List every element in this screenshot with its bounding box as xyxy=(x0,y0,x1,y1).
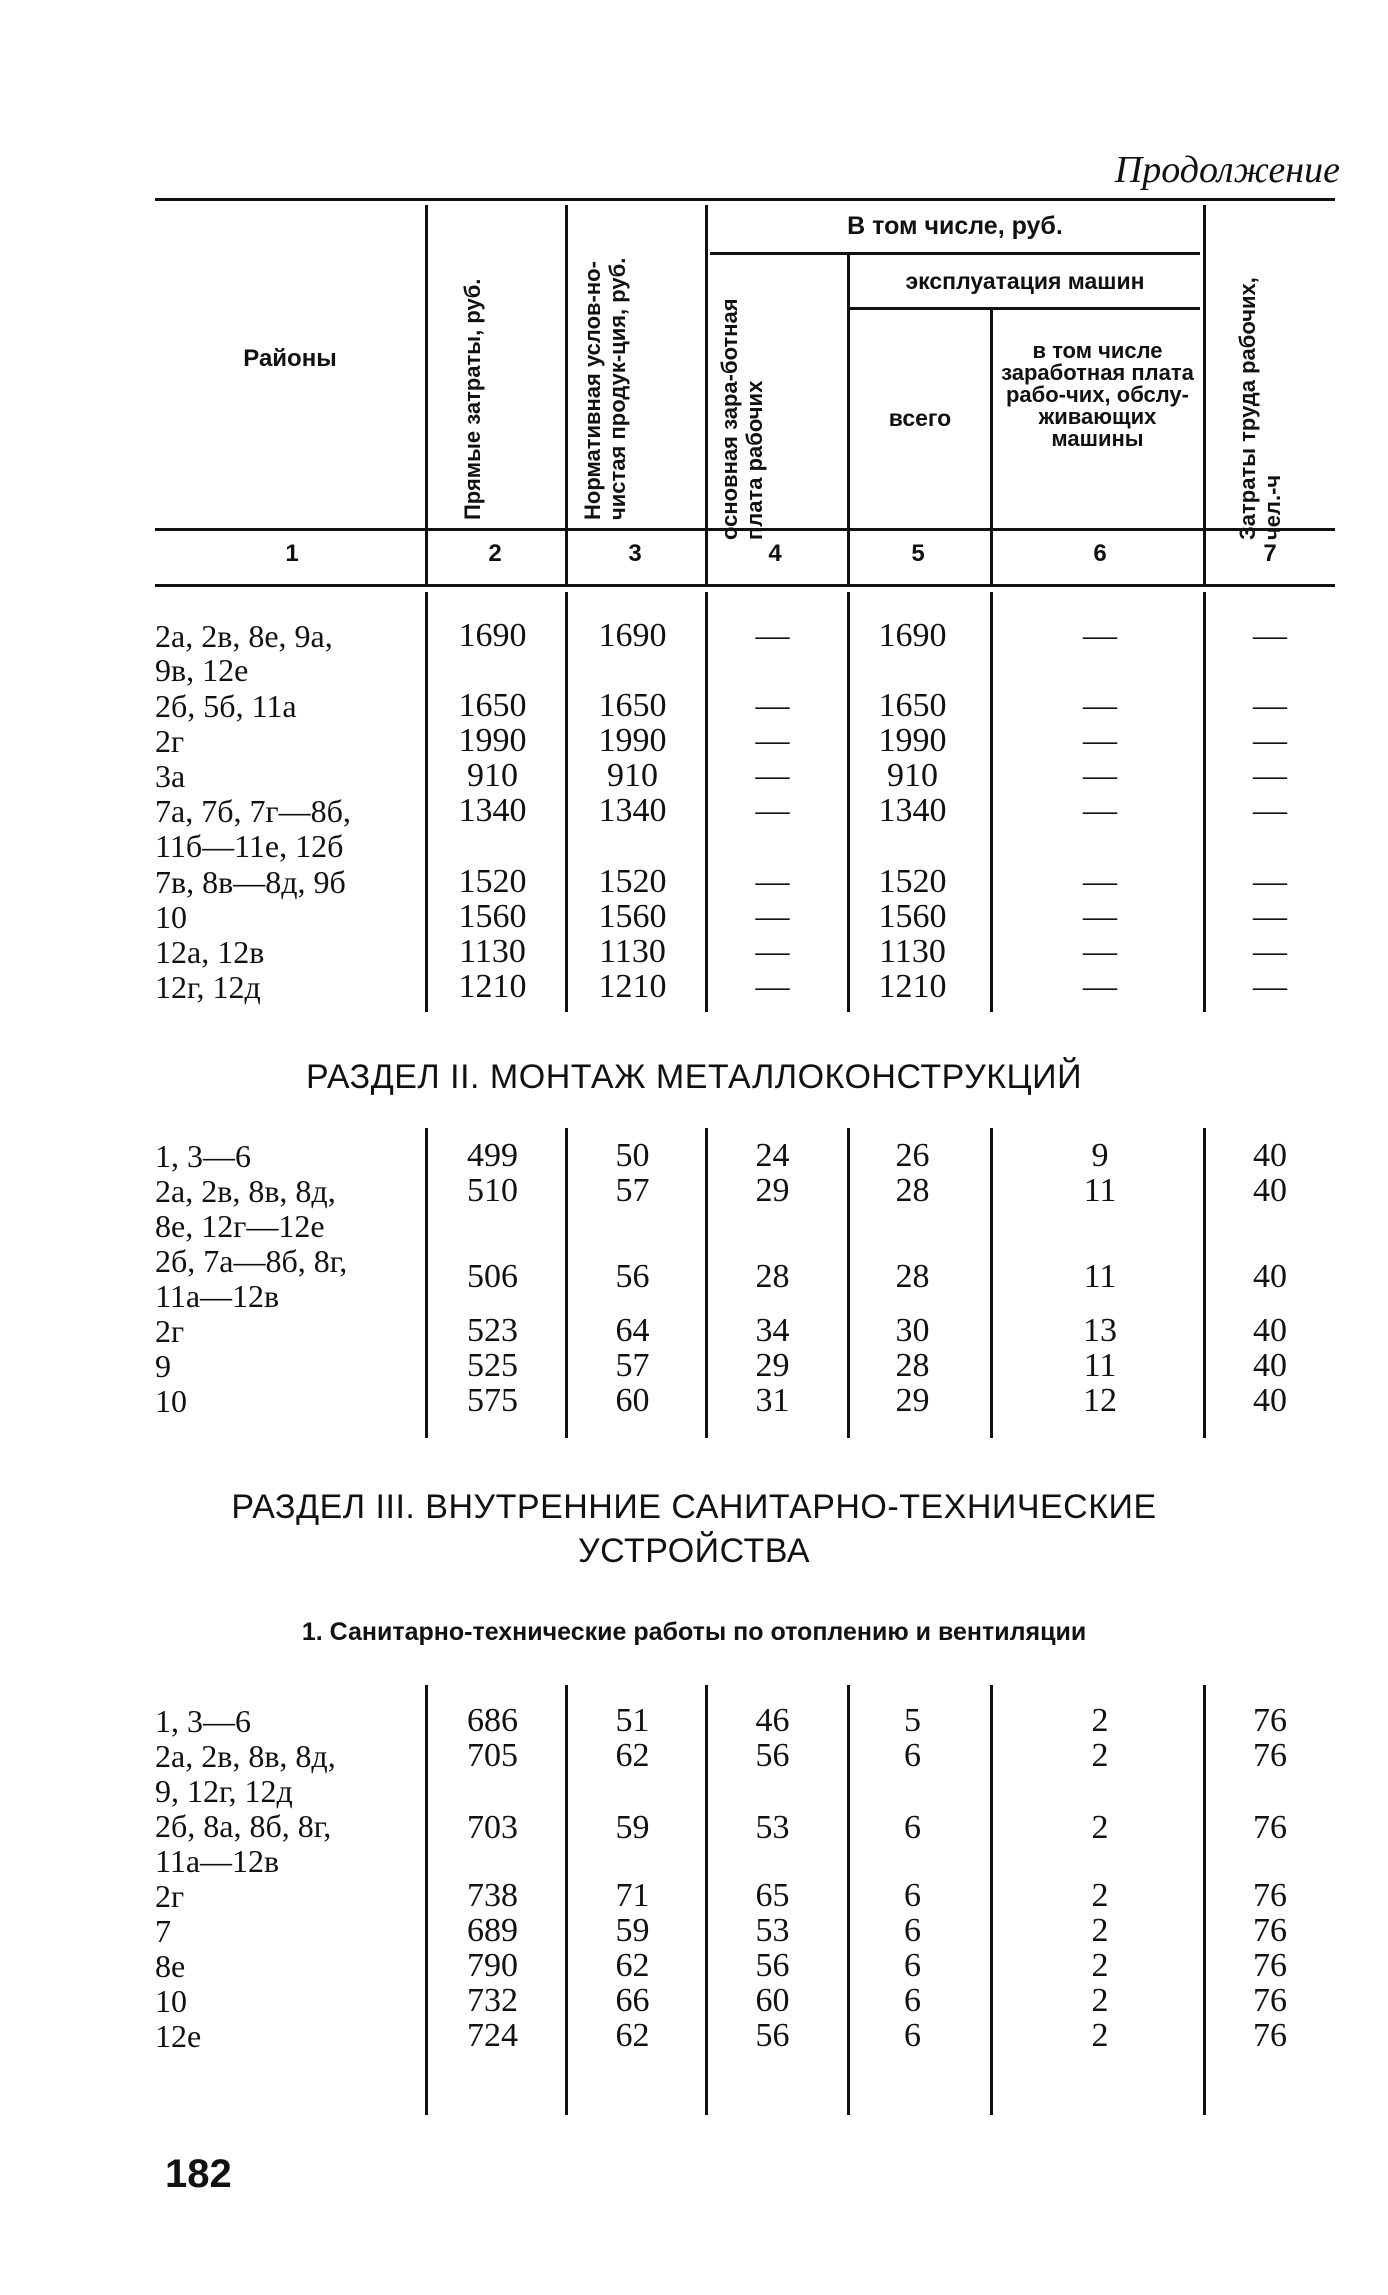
cell-normative: 1520 xyxy=(598,863,667,900)
region-cell: 2а, 2в, 8в, 8д, xyxy=(155,1738,336,1774)
cell-normative: 1210 xyxy=(598,968,667,1005)
cell-machine-wage: — xyxy=(1083,863,1117,900)
cell-basic-wage: 53 xyxy=(755,1912,790,1949)
cell-machine-total: 1130 xyxy=(879,933,946,970)
cell-machine-total: 1560 xyxy=(878,898,947,935)
region-cell: 2а, 2в, 8е, 9а, xyxy=(155,618,333,654)
cell-normative: 57 xyxy=(615,1172,650,1209)
cell-basic-wage: — xyxy=(755,792,790,829)
cell-machine-wage: 2 xyxy=(1091,1809,1109,1846)
colnum-4: 4 xyxy=(768,540,782,567)
cell-machine-wage: 13 xyxy=(1083,1312,1117,1349)
hdr-vline-1 xyxy=(425,205,428,585)
cell-direct-costs: 1990 xyxy=(458,722,527,759)
cell-machine-wage: 9 xyxy=(1091,1137,1109,1174)
cell-labor: 76 xyxy=(1253,1702,1287,1739)
region-cell: 10 xyxy=(155,899,187,935)
hdr-vline-3 xyxy=(705,205,708,585)
cell-labor: 76 xyxy=(1253,1737,1287,1774)
region-cell: 9 xyxy=(155,1348,171,1384)
cell-labor: 76 xyxy=(1253,1982,1287,2019)
region-cell: 2б, 8а, 8б, 8г, xyxy=(155,1808,332,1844)
cell-normative: 56 xyxy=(615,1258,650,1295)
table-top-rule xyxy=(155,198,1335,201)
b1-vline-2 xyxy=(565,592,568,1012)
section-2-title: РАЗДЕЛ II. МОНТАЖ МЕТАЛЛОКОНСТРУКЦИЙ xyxy=(305,1058,1083,1096)
cell-direct-costs: 1340 xyxy=(458,792,527,829)
cell-machine-total: 1650 xyxy=(878,687,947,724)
hdr-vline-6 xyxy=(1203,205,1206,585)
cell-basic-wage: 56 xyxy=(755,1947,790,1984)
cell-basic-wage: — xyxy=(755,968,790,1005)
subsection-title: 1. Санитарно-технические работы по отоплению и вентиляции xyxy=(301,1618,1087,1646)
cell-machine-wage: 11 xyxy=(1083,1347,1117,1384)
cell-labor: 76 xyxy=(1253,1912,1287,1949)
region-cell: 12е xyxy=(155,2018,202,2054)
region-cell: 2б, 5б, 11а xyxy=(155,688,297,724)
cell-basic-wage: — xyxy=(755,863,790,900)
region-cell: 7а, 7б, 7г—8б, xyxy=(155,793,351,829)
cell-machine-wage: — xyxy=(1083,757,1117,794)
cell-direct-costs: 705 xyxy=(467,1737,518,1774)
cell-direct-costs: 1650 xyxy=(458,687,527,724)
cell-direct-costs: 506 xyxy=(467,1258,518,1295)
cell-machine-total: 28 xyxy=(895,1347,930,1384)
region-cell: 2г xyxy=(155,1878,185,1914)
cell-machine-wage: 2 xyxy=(1091,1947,1109,1984)
region-cell: 3а xyxy=(155,758,186,794)
cell-direct-costs: 689 xyxy=(467,1912,518,1949)
cell-machine-total: 28 xyxy=(895,1172,930,1209)
cell-machine-wage: 2 xyxy=(1091,2017,1109,2054)
cell-machine-total: 5 xyxy=(904,1702,921,1739)
cell-normative: 910 xyxy=(607,757,658,794)
cell-labor: 40 xyxy=(1253,1312,1287,1349)
header-basic-wage: основная зара-ботная плата рабочих xyxy=(717,298,767,540)
cell-normative: 1130 xyxy=(599,933,666,970)
cell-labor: 40 xyxy=(1253,1382,1287,1419)
cell-direct-costs: 1520 xyxy=(458,863,527,900)
cell-machine-total: 29 xyxy=(895,1382,930,1419)
cell-direct-costs: 703 xyxy=(467,1809,518,1846)
cell-machine-wage: 11 xyxy=(1083,1258,1117,1295)
cell-normative: 59 xyxy=(615,1809,650,1846)
cell-machine-total: 6 xyxy=(904,1982,921,2019)
b2-vline-2 xyxy=(565,1128,568,1438)
cell-labor: — xyxy=(1253,898,1287,935)
cell-labor: 76 xyxy=(1253,1809,1287,1846)
cell-basic-wage: 53 xyxy=(755,1809,790,1846)
cell-basic-wage: 29 xyxy=(755,1172,790,1209)
cell-normative: 66 xyxy=(615,1982,650,2019)
cell-machine-wage: — xyxy=(1083,722,1117,759)
cell-labor: — xyxy=(1253,617,1287,654)
cell-normative: 1650 xyxy=(598,687,667,724)
cell-machine-total: 6 xyxy=(904,2017,921,2054)
cell-basic-wage: 56 xyxy=(755,1737,790,1774)
hdr-vline-5 xyxy=(990,310,993,585)
cell-machine-wage: 2 xyxy=(1091,1982,1109,2019)
cell-normative: 50 xyxy=(615,1137,650,1174)
page-number: 182 xyxy=(165,2152,232,2196)
colnum-5: 5 xyxy=(911,540,925,567)
cell-machine-wage: — xyxy=(1083,792,1117,829)
header-labor: Затраты труда рабочих, чел.-ч xyxy=(1235,277,1285,540)
header-machine-operation: эксплуатация машин xyxy=(905,268,1145,294)
cell-machine-total: 1520 xyxy=(878,863,947,900)
cell-normative: 64 xyxy=(615,1312,650,1349)
cell-labor: 76 xyxy=(1253,1947,1287,1984)
region-cell: 1, 3—6 xyxy=(155,1138,251,1174)
cell-machine-wage: 12 xyxy=(1083,1382,1117,1419)
cell-basic-wage: — xyxy=(755,687,790,724)
region-cell: 7в, 8в—8д, 9б xyxy=(155,864,346,900)
region-cell: 10 xyxy=(155,1383,187,1419)
cell-direct-costs: 686 xyxy=(467,1702,518,1739)
cell-direct-costs: 732 xyxy=(467,1982,518,2019)
hdr-vline-2 xyxy=(565,205,568,585)
cell-basic-wage: 65 xyxy=(755,1877,790,1914)
cell-labor: — xyxy=(1253,933,1287,970)
cell-labor: — xyxy=(1253,792,1287,829)
cell-direct-costs: 1560 xyxy=(458,898,527,935)
cell-normative: 57 xyxy=(615,1347,650,1384)
cell-direct-costs: 1210 xyxy=(458,968,527,1005)
cell-machine-wage: — xyxy=(1083,617,1117,654)
region-cell: 1, 3—6 xyxy=(155,1703,251,1739)
cell-basic-wage: 29 xyxy=(755,1347,790,1384)
cell-normative: 62 xyxy=(615,2017,650,2054)
cell-machine-total: 910 xyxy=(887,757,938,794)
cell-normative: 60 xyxy=(615,1382,650,1419)
cell-basic-wage: — xyxy=(755,617,790,654)
cell-direct-costs: 523 xyxy=(467,1312,518,1349)
cell-basic-wage: 31 xyxy=(755,1382,790,1419)
cell-machine-wage: — xyxy=(1083,933,1117,970)
b2-vline-1 xyxy=(425,1128,428,1438)
cell-direct-costs: 510 xyxy=(467,1172,518,1209)
cell-direct-costs: 525 xyxy=(467,1347,518,1384)
region-cell: 11а—12в xyxy=(155,1278,280,1314)
cell-basic-wage: 24 xyxy=(755,1137,790,1174)
region-cell: 2г xyxy=(155,1313,185,1349)
cell-machine-total: 30 xyxy=(895,1312,930,1349)
cell-labor: 40 xyxy=(1253,1258,1287,1295)
colnum-7: 7 xyxy=(1263,540,1277,567)
header-incl-wage-machines: в том числе заработная плата рабо-чих, обслу-живающих машины xyxy=(1001,338,1194,451)
cell-basic-wage: — xyxy=(755,722,790,759)
cell-basic-wage: — xyxy=(755,757,790,794)
cell-machine-wage: 2 xyxy=(1091,1737,1109,1774)
region-cell: 12а, 12в xyxy=(155,934,265,970)
cell-labor: 40 xyxy=(1253,1137,1287,1174)
cell-machine-wage: 2 xyxy=(1091,1702,1109,1739)
cell-basic-wage: — xyxy=(755,898,790,935)
header-total: всего xyxy=(888,405,952,431)
region-cell: 8е, 12г—12е xyxy=(155,1208,325,1244)
cell-machine-total: 6 xyxy=(904,1912,921,1949)
b3-vline-3 xyxy=(705,1685,708,2115)
cell-machine-wage: — xyxy=(1083,968,1117,1005)
cell-normative: 1690 xyxy=(598,617,667,654)
region-cell: 7 xyxy=(155,1913,171,1949)
region-cell: 11а—12в xyxy=(155,1843,280,1879)
cell-labor: 76 xyxy=(1253,1877,1287,1914)
cell-labor: — xyxy=(1253,757,1287,794)
cell-machine-wage: — xyxy=(1083,687,1117,724)
region-cell: 11б—11е, 12б xyxy=(155,828,344,864)
cell-basic-wage: 56 xyxy=(755,2017,790,2054)
b1-vline-3 xyxy=(705,592,708,1012)
cell-machine-wage: 11 xyxy=(1083,1172,1117,1209)
region-cell: 2г xyxy=(155,723,185,759)
header-regions: Районы xyxy=(243,345,337,372)
colnum-2: 2 xyxy=(488,540,502,567)
cell-machine-total: 28 xyxy=(895,1258,930,1295)
colnum-bottom-rule xyxy=(155,584,1335,587)
cell-labor: — xyxy=(1253,968,1287,1005)
cell-machine-total: 26 xyxy=(895,1137,930,1174)
header-including: В том числе, руб. xyxy=(847,212,1063,240)
b1-vline-1 xyxy=(425,592,428,1012)
cell-machine-total: 1340 xyxy=(878,792,947,829)
b2-vline-3 xyxy=(705,1128,708,1438)
cell-normative: 1340 xyxy=(598,792,667,829)
cell-normative: 62 xyxy=(615,1737,650,1774)
header-direct-costs: Прямые затраты, руб. xyxy=(460,278,485,520)
region-cell: 8е xyxy=(155,1948,186,1984)
cell-labor: — xyxy=(1253,687,1287,724)
cell-machine-total: 1210 xyxy=(878,968,947,1005)
section-3-title-line-2: УСТРОЙСТВА xyxy=(577,1532,811,1570)
section-3-title-line-1: РАЗДЕЛ III. ВНУТРЕННИЕ САНИТАРНО-ТЕХНИЧЕСКИЕ xyxy=(231,1488,1157,1526)
cell-basic-wage: 28 xyxy=(755,1258,790,1295)
cell-direct-costs: 1690 xyxy=(458,617,527,654)
cell-machine-total: 6 xyxy=(904,1809,921,1846)
machines-rule xyxy=(850,307,1200,310)
b1-vline-5 xyxy=(990,592,993,1012)
colnum-1: 1 xyxy=(285,540,299,567)
cell-normative: 1560 xyxy=(598,898,667,935)
b3-vline-2 xyxy=(565,1685,568,2115)
cell-machine-total: 6 xyxy=(904,1947,921,1984)
cell-basic-wage: 60 xyxy=(755,1982,790,2019)
header-normative-product: Нормативная услов-но-чистая продук-ция, руб. xyxy=(580,257,630,520)
region-cell: 10 xyxy=(155,1983,187,2019)
cell-machine-wage: 2 xyxy=(1091,1877,1109,1914)
cell-labor: — xyxy=(1253,863,1287,900)
cell-direct-costs: 724 xyxy=(467,2017,518,2054)
cell-direct-costs: 910 xyxy=(467,757,518,794)
cell-machine-total: 6 xyxy=(904,1737,921,1774)
colnum-3: 3 xyxy=(628,540,642,567)
cell-basic-wage: 34 xyxy=(755,1312,790,1349)
region-cell: 9, 12г, 12д xyxy=(155,1773,293,1809)
cell-direct-costs: 499 xyxy=(467,1137,518,1174)
including-rule xyxy=(710,252,1200,255)
cell-direct-costs: 738 xyxy=(467,1877,518,1914)
cell-labor: 76 xyxy=(1253,2017,1287,2054)
continuation-label: Продолжение xyxy=(1114,149,1340,191)
cell-machine-wage: — xyxy=(1083,898,1117,935)
cell-labor: 40 xyxy=(1253,1172,1287,1209)
cell-normative: 59 xyxy=(615,1912,650,1949)
cell-machine-wage: 2 xyxy=(1091,1912,1109,1949)
cell-direct-costs: 575 xyxy=(467,1382,518,1419)
cell-direct-costs: 790 xyxy=(467,1947,518,1984)
b3-vline-1 xyxy=(425,1685,428,2115)
cell-machine-total: 1990 xyxy=(878,722,947,759)
b3-vline-5 xyxy=(990,1685,993,2115)
cell-normative: 51 xyxy=(615,1702,650,1739)
colnum-6: 6 xyxy=(1093,540,1107,567)
region-cell: 9в, 12е xyxy=(155,652,249,688)
cell-labor: — xyxy=(1253,722,1287,759)
region-cell: 2а, 2в, 8в, 8д, xyxy=(155,1173,336,1209)
cell-machine-total: 6 xyxy=(904,1877,921,1914)
cell-normative: 62 xyxy=(615,1947,650,1984)
cell-normative: 71 xyxy=(615,1877,650,1914)
b2-vline-5 xyxy=(990,1128,993,1438)
cell-normative: 1990 xyxy=(598,722,667,759)
cell-basic-wage: 46 xyxy=(755,1702,790,1739)
region-cell: 12г, 12д xyxy=(155,969,261,1005)
cell-machine-total: 1690 xyxy=(878,617,947,654)
cell-labor: 40 xyxy=(1253,1347,1287,1384)
cell-basic-wage: — xyxy=(755,933,790,970)
cell-direct-costs: 1130 xyxy=(459,933,526,970)
region-cell: 2б, 7а—8б, 8г, xyxy=(155,1243,348,1279)
